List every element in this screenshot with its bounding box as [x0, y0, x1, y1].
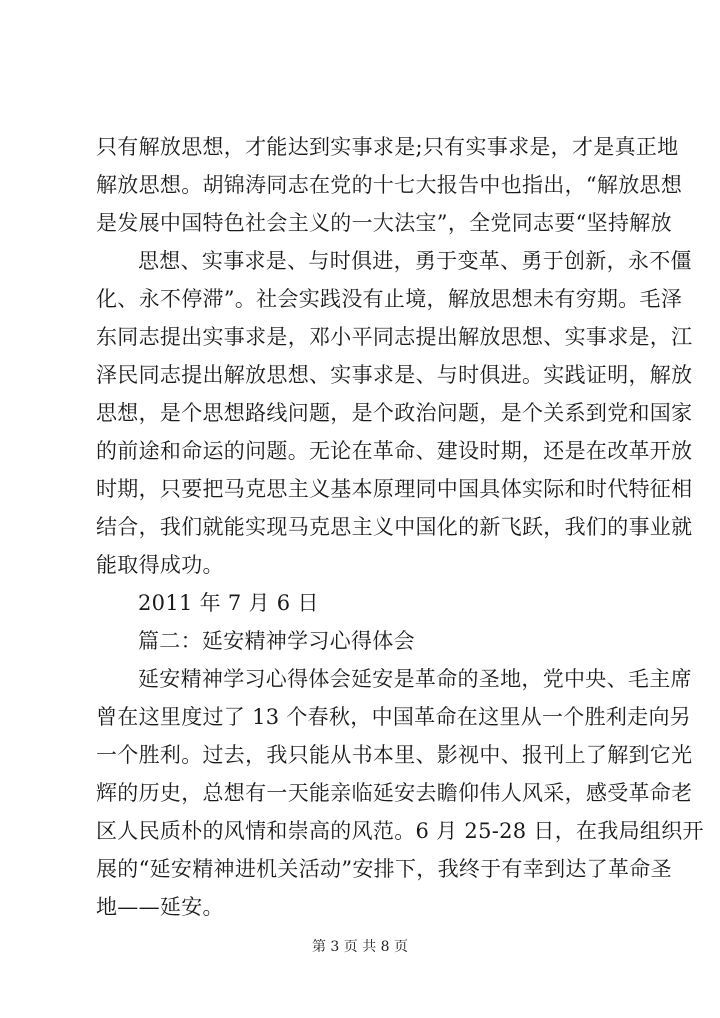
page-number: 第 3 页 共 8 页	[311, 939, 409, 955]
body-text-line: 只有解放思想，才能达到实事求是;只有实事求是，才是真正地	[96, 135, 679, 159]
date-line: 2011 年 7 月 6 日	[138, 591, 319, 615]
body-text-line: 思想，是个思想路线问题，是个政治问题，是个关系到党和国家	[96, 401, 693, 425]
body-text-line: 化、永不停滞”。社会实践没有止境，解放思想未有穷期。毛泽	[96, 287, 683, 311]
body-text-line: 地——延安。	[96, 895, 224, 919]
body-text-line: 区人民质朴的风情和崇高的风范。6 月 25-28 日，在我局组织开	[96, 819, 704, 843]
section-heading: 篇二：延安精神学习心得体会	[138, 629, 415, 653]
body-text-line: 解放思想。胡锦涛同志在党的十七大报告中也指出，“解放思想	[96, 173, 683, 197]
body-text-line: 思想、实事求是、与时俱进，勇于变革、勇于创新，永不僵	[138, 249, 692, 273]
body-text-line: 东同志提出实事求是，邓小平同志提出解放思想、实事求是，江	[96, 325, 693, 349]
body-text-line: 的前途和命运的问题。无论在革命、建设时期，还是在改革开放	[96, 439, 693, 463]
body-text-line: 一个胜利。过去，我只能从书本里、影视中、报刊上了解到它光	[96, 743, 693, 767]
body-text-line: 展的“延安精神进机关活动”安排下，我终于有幸到达了革命圣	[96, 857, 672, 881]
body-text-line: 结合，我们就能实现马克思主义中国化的新飞跃，我们的事业就	[96, 515, 693, 539]
body-text-line: 辉的历史，总想有一天能亲临延安去瞻仰伟人风采，感受革命老	[96, 781, 693, 805]
body-text-line: 曾在这里度过了 13 个春秋，中国革命在这里从一个胜利走向另	[96, 705, 692, 729]
body-text-line: 能取得成功。	[96, 553, 224, 577]
body-text-line: 时期，只要把马克思主义基本原理同中国具体实际和时代特征相	[96, 477, 693, 501]
body-text-line: 是发展中国特色社会主义的一大法宝”，全党同志要“坚持解放	[96, 211, 672, 235]
body-text-line: 泽民同志提出解放思想、实事求是、与时俱进。实践证明，解放	[96, 363, 693, 387]
body-text-line: 延安精神学习心得体会延安是革命的圣地，党中央、毛主席	[138, 667, 692, 691]
